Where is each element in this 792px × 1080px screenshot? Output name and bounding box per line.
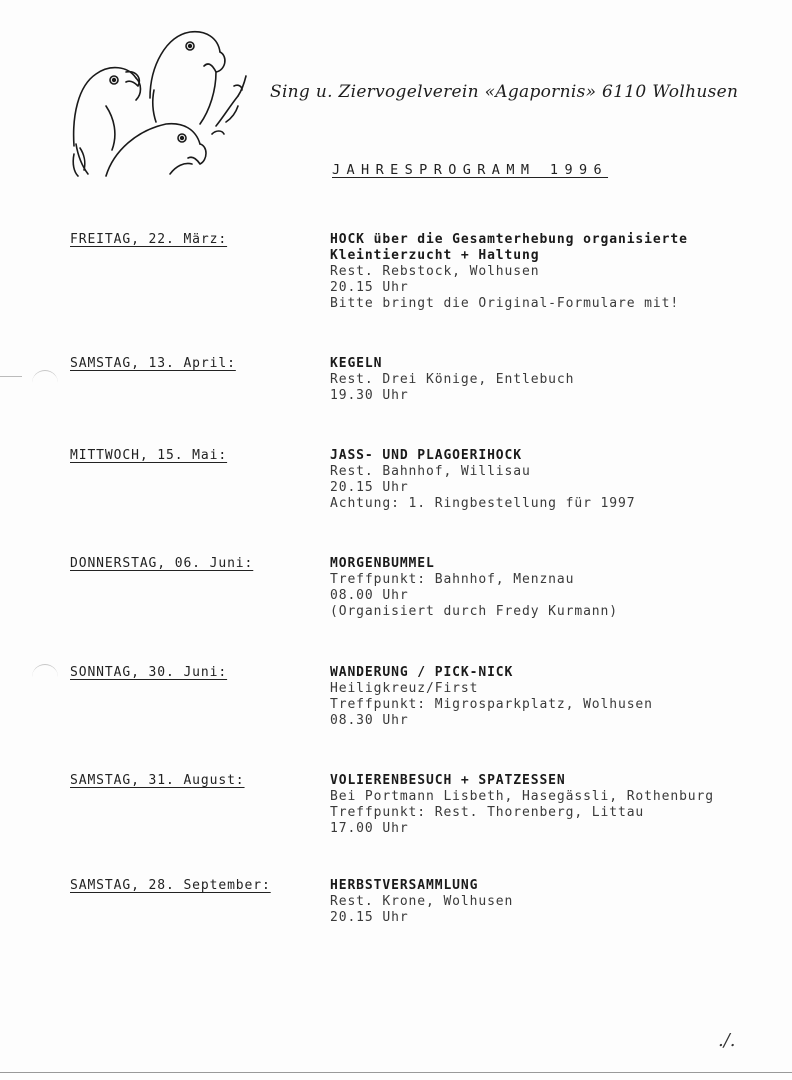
- event-title: VOLIERENBESUCH + SPATZESSEN: [330, 773, 566, 788]
- punch-hole-mark: [32, 370, 58, 385]
- event-details: [330, 232, 780, 312]
- event-host: Bei Portmann Lisbeth, Hasegässli, Rothenburg: [330, 789, 714, 804]
- event-details: [330, 556, 780, 620]
- event-title: HERBSTVERSAMMLUNG: [330, 878, 479, 893]
- event-time: 20.15 Uhr: [330, 280, 409, 295]
- event-details: [330, 448, 780, 512]
- event-time: 19.30 Uhr: [330, 388, 409, 403]
- event-location: Treffpunkt: Bahnhof, Menznau: [330, 572, 575, 587]
- parrots-logo-icon: [66, 26, 256, 178]
- club-name: Sing u. Ziervogelverein «Agapornis» 6110 Wolhusen: [270, 82, 739, 102]
- event-time: 20.15 Uhr: [330, 910, 409, 925]
- event-date: SAMSTAG, 28. September:: [70, 878, 271, 893]
- event-details: [330, 665, 780, 729]
- event-date: FREITAG, 22. März:: [70, 232, 228, 247]
- event-title: MORGENBUMMEL: [330, 556, 435, 571]
- event-time: 17.00 Uhr: [330, 821, 409, 836]
- event-title: WANDERUNG / PICK-NICK: [330, 665, 514, 680]
- event-date: SAMSTAG, 31. August:: [70, 773, 245, 788]
- event-details: [330, 878, 780, 926]
- event-date: SONNTAG, 30. Juni:: [70, 665, 228, 680]
- event-details: [330, 356, 780, 404]
- page-bottom-edge: [0, 1072, 792, 1073]
- event-location: Rest. Rebstock, Wolhusen: [330, 264, 540, 279]
- event-time: 20.15 Uhr: [330, 480, 409, 495]
- continuation-mark: ./.: [718, 1030, 736, 1051]
- event-note: (Organisiert durch Fredy Kurmann): [330, 604, 618, 619]
- event-note: Achtung: 1. Ringbestellung für 1997: [330, 496, 636, 511]
- punch-hole-mark: [32, 664, 58, 679]
- event-title: KEGELN: [330, 356, 383, 371]
- event-time: 08.00 Uhr: [330, 588, 409, 603]
- event-location: Treffpunkt: Rest. Thorenberg, Littau: [330, 805, 645, 820]
- event-title-continued: Kleintierzucht + Haltung: [330, 248, 540, 263]
- event-details: [330, 773, 780, 837]
- event-title: JASS- UND PLAGOERIHOCK: [330, 448, 522, 463]
- event-location: Rest. Krone, Wolhusen: [330, 894, 514, 909]
- program-title: JAHRESPROGRAMM 1996: [332, 162, 609, 178]
- event-time: 08.30 Uhr: [330, 713, 409, 728]
- event-location: Treffpunkt: Migrosparkplatz, Wolhusen: [330, 697, 653, 712]
- event-date: MITTWOCH, 15. Mai:: [70, 448, 228, 463]
- event-location: Rest. Bahnhof, Willisau: [330, 464, 531, 479]
- event-note: Bitte bringt die Original-Formulare mit!: [330, 296, 680, 311]
- event-date: SAMSTAG, 13. April:: [70, 356, 236, 371]
- event-title: HOCK über die Gesamterhebung organisierte: [330, 232, 688, 247]
- event-route: Heiligkreuz/First: [330, 681, 479, 696]
- scan-edge-mark: [0, 376, 22, 377]
- event-date: DONNERSTAG, 06. Juni:: [70, 556, 254, 571]
- event-location: Rest. Drei Könige, Entlebuch: [330, 372, 575, 387]
